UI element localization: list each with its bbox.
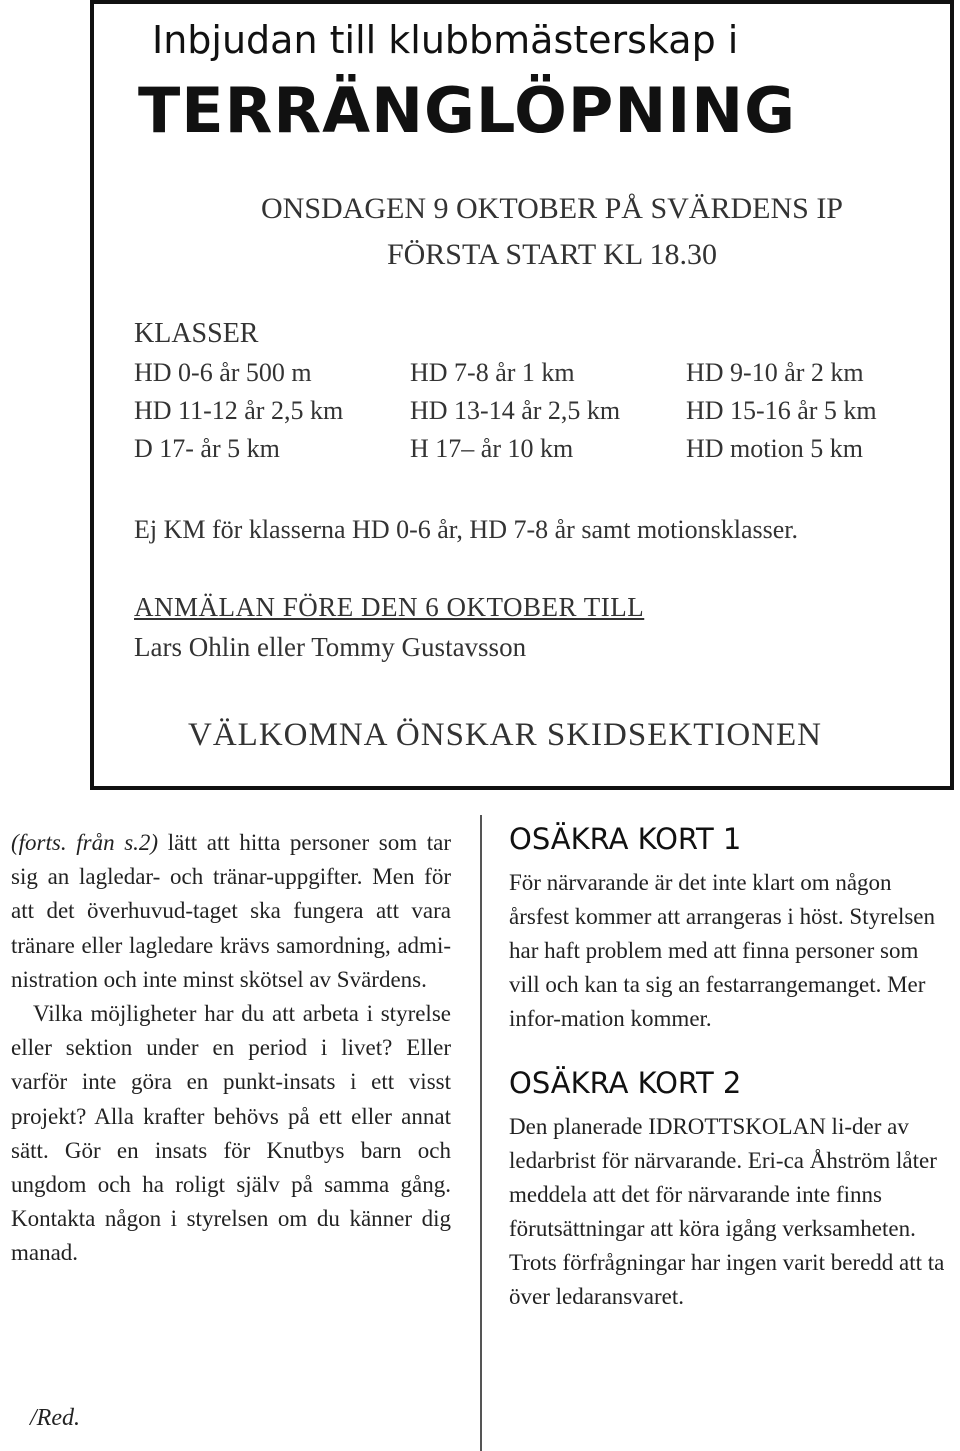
km-note: Ej KM för klasserna HD 0-6 år, HD 7-8 år samt motionsklasser. bbox=[134, 515, 798, 544]
class-item: HD 9-10 år 2 km bbox=[686, 358, 864, 387]
start-time: FÖRSTA START KL 18.30 bbox=[386, 238, 718, 271]
article-paragraph: Vilka möjligheter har du att arbeta i styrelse eller sektion under en period i livet? Eller varför inte göra en punkt-insats i ett visst projekt? Alla krafter behövs på ett eller annat sätt. Gör en insats för Knutbys barn och ungdom och ha roligt själv på samma gång. Kontakta någon i styrelsen om du känner dig manad. bbox=[11, 1001, 451, 1266]
registration-contacts: Lars Ohlin eller Tommy Gustavsson bbox=[134, 632, 527, 662]
left-article bbox=[11, 826, 451, 1271]
event-date: ONSDAGEN 9 OKTOBER PÅ SVÄRDENS IP bbox=[260, 192, 843, 225]
event-title: TERRÄNGLÖPNING bbox=[138, 74, 797, 147]
welcome-message: VÄLKOMNA ÖNSKAR SKIDSEKTIONEN bbox=[188, 717, 823, 753]
class-item: HD motion 5 km bbox=[686, 434, 863, 463]
class-item: H 17– år 10 km bbox=[410, 434, 574, 463]
class-item: HD 0-6 år 500 m bbox=[134, 358, 312, 387]
column-divider bbox=[480, 815, 482, 1451]
classes-heading: KLASSER bbox=[134, 318, 259, 349]
continued-note: (forts. från s.2) bbox=[11, 830, 159, 855]
section-text: För närvarande är det inte klart om någon årsfest kommer att arrangeras i höst. Styrelsen har haft problem med att finna personer som vill och kan ta sig an festarrangemanget. Mer infor-mation kommer. bbox=[509, 870, 936, 1031]
class-item: HD 11-12 år 2,5 km bbox=[134, 396, 344, 425]
class-item: HD 13-14 år 2,5 km bbox=[410, 396, 621, 425]
section-text: Den planerade IDROTTSKOLAN li-der av ledarbrist för närvarande. Eri-ca Åhström låter meddela att det för närvarande inte finns förutsättningar att köra igång verksamheten. Trots förfrågningar har ingen varit beredd att ta över ledaransvaret. bbox=[509, 1114, 945, 1309]
classes-grid bbox=[134, 358, 946, 464]
right-article bbox=[509, 822, 949, 1314]
class-item: HD 7-8 år 1 km bbox=[410, 358, 575, 387]
section-heading: OSÄKRA KORT 2 bbox=[509, 1066, 742, 1100]
paragraph-text: lätt att hitta personer som tar sig an lagledar- och tränar-uppgifter. Men för att det överhuvud-taget ska fungera att vara tränare eller lagledare krävs samordning, admi-nistration och inte minst skötsel av Svärdens. bbox=[11, 830, 452, 992]
class-item: HD 15-16 år 5 km bbox=[686, 396, 877, 425]
article-paragraph bbox=[11, 826, 451, 997]
invitation-title: Inbjudan till klubbmästerskap i bbox=[152, 18, 739, 62]
class-item: D 17- år 5 km bbox=[134, 434, 280, 463]
section-heading: OSÄKRA KORT 1 bbox=[509, 822, 742, 856]
registration-heading: ANMÄLAN FÖRE DEN 6 OKTOBER TILL bbox=[134, 592, 645, 622]
signature: /Red. bbox=[30, 1405, 80, 1431]
invitation-box bbox=[90, 0, 954, 790]
